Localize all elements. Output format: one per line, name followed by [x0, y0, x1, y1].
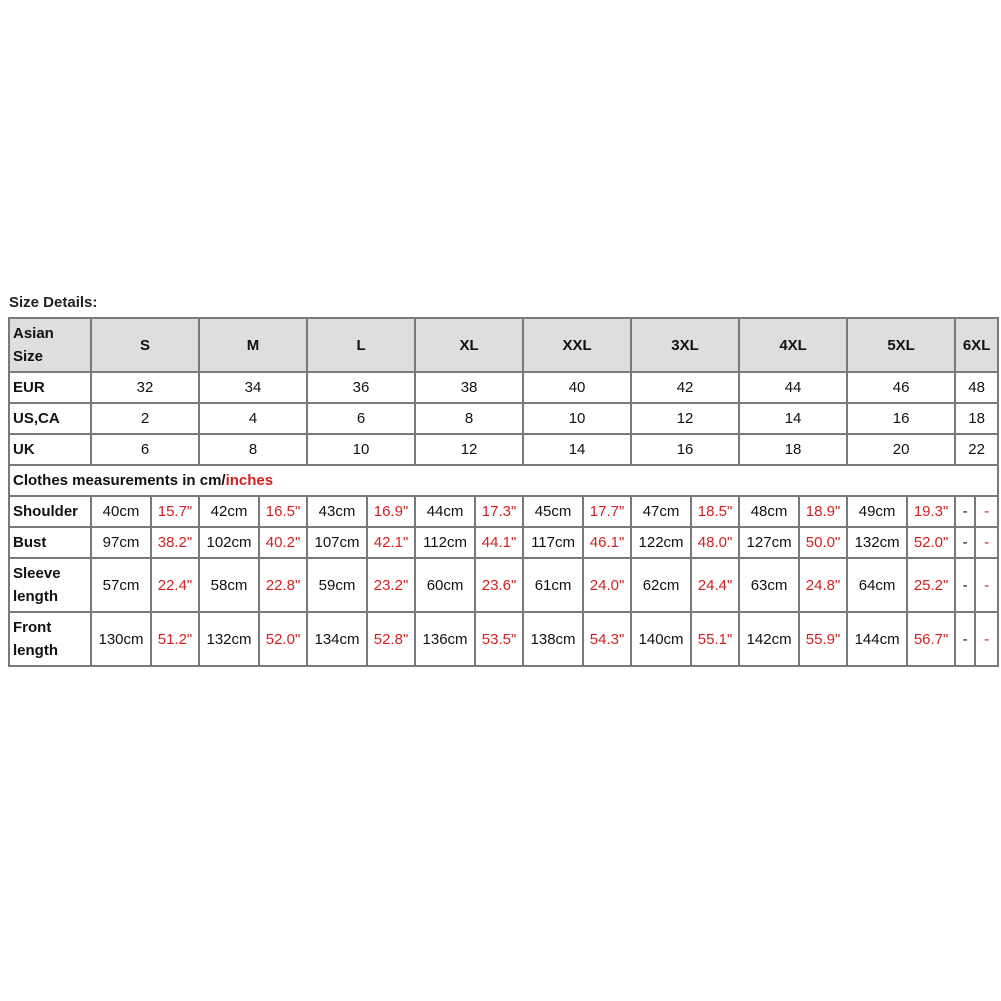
measurement-row — [9, 558, 998, 612]
inch-value-cell: 50.0" — [799, 527, 847, 558]
conversion-value-cell: 12 — [415, 434, 523, 465]
measurement-row-label: Bust — [9, 527, 91, 558]
conversion-value-cell: 18 — [739, 434, 847, 465]
cm-value-cell: - — [955, 496, 975, 527]
inch-value-cell: 48.0" — [691, 527, 739, 558]
cm-value-cell: 130cm — [91, 612, 151, 666]
conversion-row — [9, 434, 998, 465]
conversion-value-cell: 44 — [739, 372, 847, 403]
cm-value-cell: 43cm — [307, 496, 367, 527]
conversion-value-cell: 4 — [199, 403, 307, 434]
conversion-value-cell: 32 — [91, 372, 199, 403]
measurement-row-label: Sleeve length — [9, 558, 91, 612]
conversion-value-cell: 22 — [955, 434, 998, 465]
conversion-value-cell: 48 — [955, 372, 998, 403]
inch-value-cell: 18.5" — [691, 496, 739, 527]
cm-value-cell: 142cm — [739, 612, 799, 666]
measurements-section-row — [9, 465, 998, 496]
cm-value-cell: 60cm — [415, 558, 475, 612]
size-chart-body — [9, 318, 998, 666]
measurement-row — [9, 496, 998, 527]
conversion-value-cell: 46 — [847, 372, 955, 403]
inch-value-cell: 54.3" — [583, 612, 631, 666]
cm-value-cell: 40cm — [91, 496, 151, 527]
inch-value-cell: 52.0" — [907, 527, 955, 558]
conversion-value-cell: 14 — [739, 403, 847, 434]
cm-value-cell: 57cm — [91, 558, 151, 612]
cm-value-cell: 64cm — [847, 558, 907, 612]
cm-value-cell: 63cm — [739, 558, 799, 612]
cm-value-cell: 107cm — [307, 527, 367, 558]
cm-value-cell: 58cm — [199, 558, 259, 612]
cm-value-cell: 42cm — [199, 496, 259, 527]
conversion-value-cell: 34 — [199, 372, 307, 403]
inch-value-cell: 15.7" — [151, 496, 199, 527]
size-header-cell: XL — [415, 318, 523, 372]
measurement-row-label: Front length — [9, 612, 91, 666]
cm-value-cell: 127cm — [739, 527, 799, 558]
inch-value-cell: 25.2" — [907, 558, 955, 612]
cm-value-cell: 144cm — [847, 612, 907, 666]
cm-value-cell: 132cm — [199, 612, 259, 666]
inch-value-cell: 17.7" — [583, 496, 631, 527]
measurement-row-label: Shoulder — [9, 496, 91, 527]
inch-value-cell: 24.8" — [799, 558, 847, 612]
inch-value-cell: 18.9" — [799, 496, 847, 527]
cm-value-cell: - — [955, 527, 975, 558]
inch-value-cell: - — [975, 558, 998, 612]
size-details-caption: Size Details: — [9, 294, 98, 311]
cm-value-cell: 112cm — [415, 527, 475, 558]
inch-value-cell: 17.3" — [475, 496, 523, 527]
conversion-value-cell: 36 — [307, 372, 415, 403]
section-title-inches: inches — [225, 472, 274, 489]
conversion-value-cell: 10 — [523, 403, 631, 434]
conversion-value-cell: 6 — [307, 403, 415, 434]
measurement-row — [9, 527, 998, 558]
size-header-cell: 6XL — [955, 318, 998, 372]
conversion-row-label: US,CA — [9, 403, 91, 434]
conversion-value-cell: 14 — [523, 434, 631, 465]
conversion-row — [9, 372, 998, 403]
inch-value-cell: - — [975, 527, 998, 558]
cm-value-cell: 61cm — [523, 558, 583, 612]
cm-value-cell: - — [955, 558, 975, 612]
inch-value-cell: 42.1" — [367, 527, 415, 558]
cm-value-cell: 49cm — [847, 496, 907, 527]
inch-value-cell: 52.0" — [259, 612, 307, 666]
size-chart-table — [8, 317, 999, 667]
inch-value-cell: 53.5" — [475, 612, 523, 666]
conversion-value-cell: 6 — [91, 434, 199, 465]
inch-value-cell: 16.9" — [367, 496, 415, 527]
inch-value-cell: 55.9" — [799, 612, 847, 666]
cm-value-cell: 136cm — [415, 612, 475, 666]
conversion-value-cell: 16 — [847, 403, 955, 434]
cm-value-cell: 97cm — [91, 527, 151, 558]
inch-value-cell: 55.1" — [691, 612, 739, 666]
conversion-value-cell: 12 — [631, 403, 739, 434]
section-title-prefix: Clothes measurements in cm/ — [13, 472, 226, 489]
measurements-section-title — [9, 465, 998, 496]
size-header-cell: 4XL — [739, 318, 847, 372]
conversion-value-cell: 8 — [199, 434, 307, 465]
inch-value-cell: 19.3" — [907, 496, 955, 527]
size-header-cell: S — [91, 318, 199, 372]
cm-value-cell: 140cm — [631, 612, 691, 666]
cm-value-cell: 59cm — [307, 558, 367, 612]
inch-value-cell: 40.2" — [259, 527, 307, 558]
size-header-cell: 5XL — [847, 318, 955, 372]
inch-value-cell: - — [975, 496, 998, 527]
inch-value-cell: 22.8" — [259, 558, 307, 612]
inch-value-cell: 38.2" — [151, 527, 199, 558]
size-header-cell: L — [307, 318, 415, 372]
cm-value-cell: - — [955, 612, 975, 666]
inch-value-cell: 22.4" — [151, 558, 199, 612]
size-header-cell: 3XL — [631, 318, 739, 372]
conversion-value-cell: 8 — [415, 403, 523, 434]
cm-value-cell: 102cm — [199, 527, 259, 558]
cm-value-cell: 47cm — [631, 496, 691, 527]
cm-value-cell: 117cm — [523, 527, 583, 558]
conversion-value-cell: 38 — [415, 372, 523, 403]
inch-value-cell: 52.8" — [367, 612, 415, 666]
inch-value-cell: - — [975, 612, 998, 666]
conversion-row-label: EUR — [9, 372, 91, 403]
conversion-row-label: UK — [9, 434, 91, 465]
conversion-value-cell: 16 — [631, 434, 739, 465]
conversion-value-cell: 42 — [631, 372, 739, 403]
inch-value-cell: 24.0" — [583, 558, 631, 612]
conversion-value-cell: 10 — [307, 434, 415, 465]
cm-value-cell: 45cm — [523, 496, 583, 527]
size-header-cell: XXL — [523, 318, 631, 372]
cm-value-cell: 122cm — [631, 527, 691, 558]
cm-value-cell: 48cm — [739, 496, 799, 527]
conversion-value-cell: 2 — [91, 403, 199, 434]
inch-value-cell: 16.5" — [259, 496, 307, 527]
inch-value-cell: 23.6" — [475, 558, 523, 612]
conversion-value-cell: 20 — [847, 434, 955, 465]
conversion-value-cell: 40 — [523, 372, 631, 403]
cm-value-cell: 138cm — [523, 612, 583, 666]
conversion-row — [9, 403, 998, 434]
header-row — [9, 318, 998, 372]
inch-value-cell: 56.7" — [907, 612, 955, 666]
measurement-row — [9, 612, 998, 666]
cm-value-cell: 132cm — [847, 527, 907, 558]
cm-value-cell: 44cm — [415, 496, 475, 527]
conversion-value-cell: 18 — [955, 403, 998, 434]
cm-value-cell: 134cm — [307, 612, 367, 666]
size-header-cell: M — [199, 318, 307, 372]
cm-value-cell: 62cm — [631, 558, 691, 612]
inch-value-cell: 23.2" — [367, 558, 415, 612]
inch-value-cell: 51.2" — [151, 612, 199, 666]
inch-value-cell: 44.1" — [475, 527, 523, 558]
asian-size-label: Asian Size — [9, 318, 91, 372]
inch-value-cell: 24.4" — [691, 558, 739, 612]
inch-value-cell: 46.1" — [583, 527, 631, 558]
